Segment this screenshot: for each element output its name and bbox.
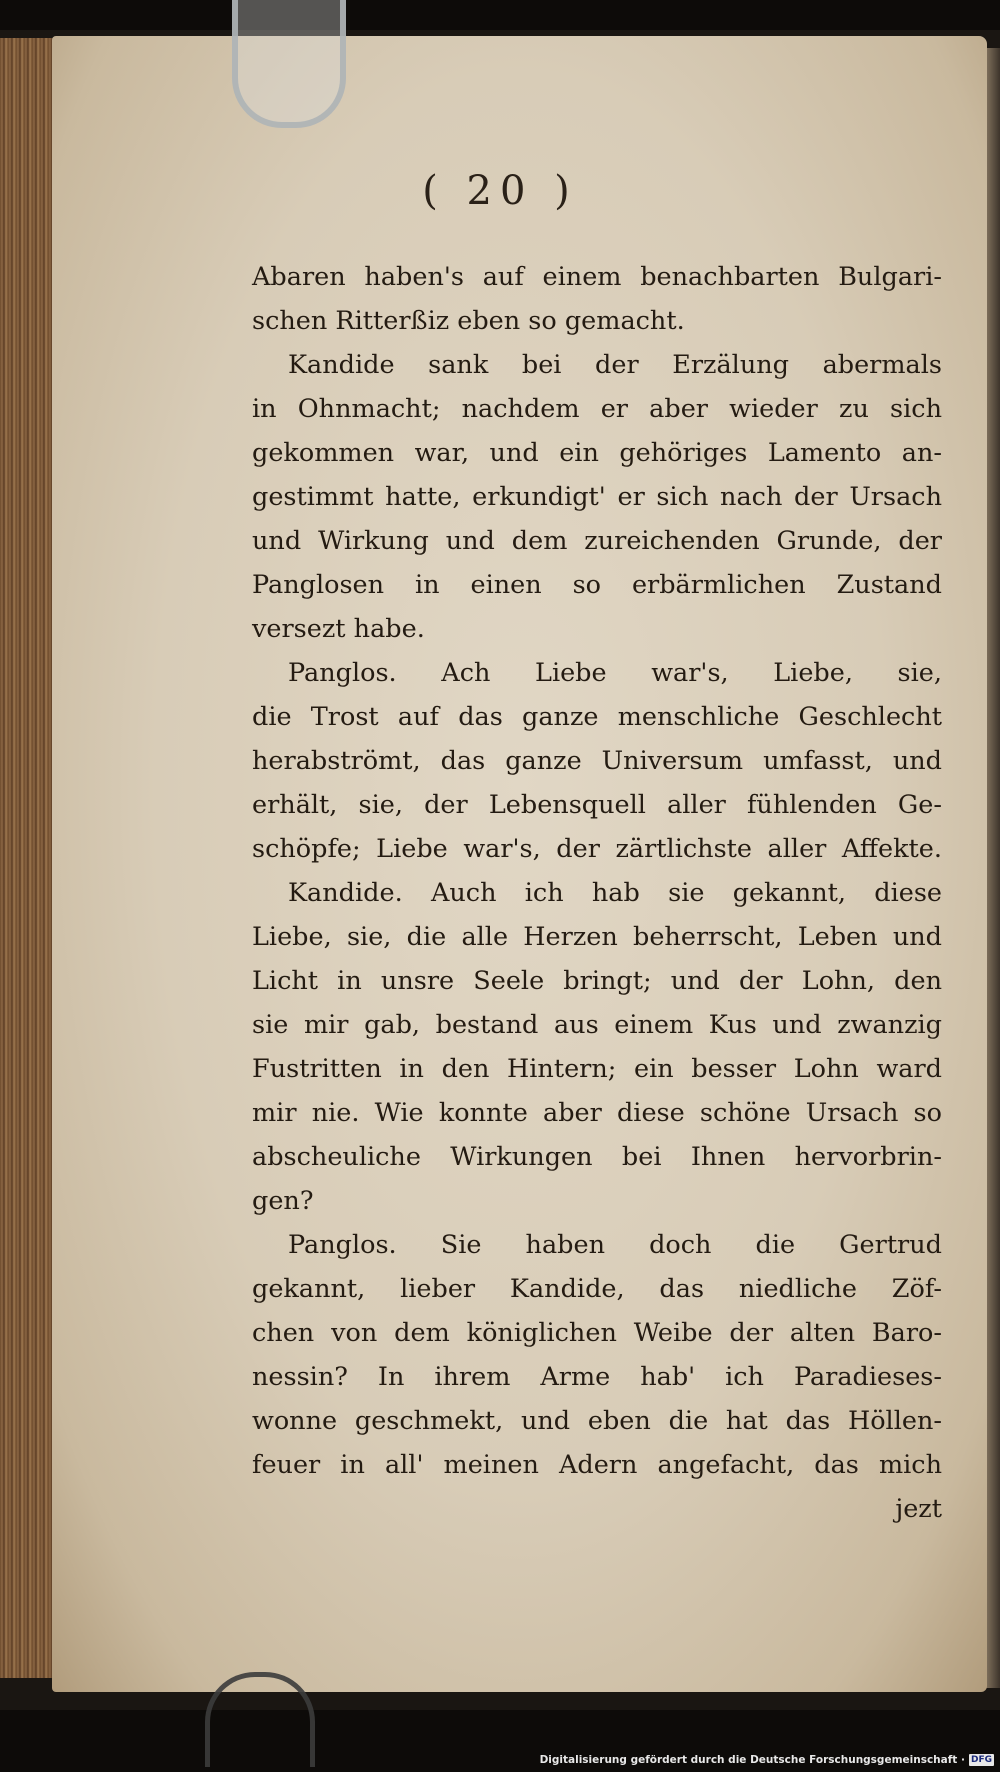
holder-clip-top — [232, 0, 346, 128]
text-line: in Ohnmacht; nachdem er aber wieder zu sich — [252, 394, 942, 424]
text-line: Panglosen in einen so erbärmlichen Zustand — [252, 570, 942, 600]
text-line: Panglos. Sie haben doch die Gertrud — [288, 1230, 942, 1260]
text-line: Liebe, sie, die alle Herzen beherrscht, Leben und — [252, 922, 942, 952]
text-line: herabströmt, das ganze Universum umfasst, und — [252, 746, 942, 776]
digitization-credit — [540, 1754, 994, 1766]
text-line: Abaren haben's auf einem benachbarten Bulgari- — [252, 262, 942, 292]
credit-text: Digitalisierung gefördert durch die Deutsche Forschungsgemeinschaft · — [539, 1754, 965, 1766]
text-line: schöpfe; Liebe war's, der zärtlichste aller Affekte. — [252, 834, 942, 864]
text-line: mir nie. Wie konnte aber diese schöne Ursach so — [252, 1098, 942, 1128]
text-line: schen Ritterßiz eben so gemacht. — [252, 306, 685, 336]
text-line: und Wirkung und dem zureichenden Grunde, der — [252, 526, 942, 556]
text-line: abscheuliche Wirkungen bei Ihnen hervorbrin- — [252, 1142, 942, 1172]
text-line: versezt habe. — [252, 614, 425, 644]
text-line: gestimmt hatte, erkundigt' er sich nach der Ursach — [252, 482, 942, 512]
text-line: gekannt, lieber Kandide, das niedliche Zöf- — [252, 1274, 942, 1304]
text-line: gen? — [252, 1186, 314, 1216]
text-line: Licht in unsre Seele bringt; und der Lohn, den — [252, 966, 942, 996]
text-line: Panglos. Ach Liebe war's, Liebe, sie, — [288, 658, 942, 688]
text-line: nessin? In ihrem Arme hab' ich Paradieses- — [252, 1362, 942, 1392]
text-line: die Trost auf das ganze menschliche Geschlecht — [252, 702, 942, 732]
text-line: Kandide. Auch ich hab sie gekannt, diese — [288, 878, 942, 908]
text-line: Kandide sank bei der Erzälung abermals — [288, 350, 942, 380]
page-text — [252, 255, 942, 1531]
text-line: chen von dem königlichen Weibe der alten Baro- — [252, 1318, 942, 1348]
dfg-logo: DFG — [970, 1755, 992, 1765]
catchword: jezt — [895, 1494, 942, 1524]
text-line: wonne geschmekt, und eben die hat das Höllen- — [252, 1406, 942, 1436]
text-line: Fustritten in den Hintern; ein besser Lohn ward — [252, 1054, 942, 1084]
text-line: gekommen war, und ein gehöriges Lamento an- — [252, 438, 942, 468]
text-line: erhält, sie, der Lebensquell aller fühlenden Ge- — [252, 790, 942, 820]
text-line: sie mir gab, bestand aus einem Kus und zwanzig — [252, 1010, 942, 1040]
holder-clip-bottom — [205, 1672, 315, 1767]
text-line: feuer in all' meinen Adern angefacht, das mich — [252, 1450, 942, 1480]
page-number: ( 20 ) — [422, 168, 578, 214]
